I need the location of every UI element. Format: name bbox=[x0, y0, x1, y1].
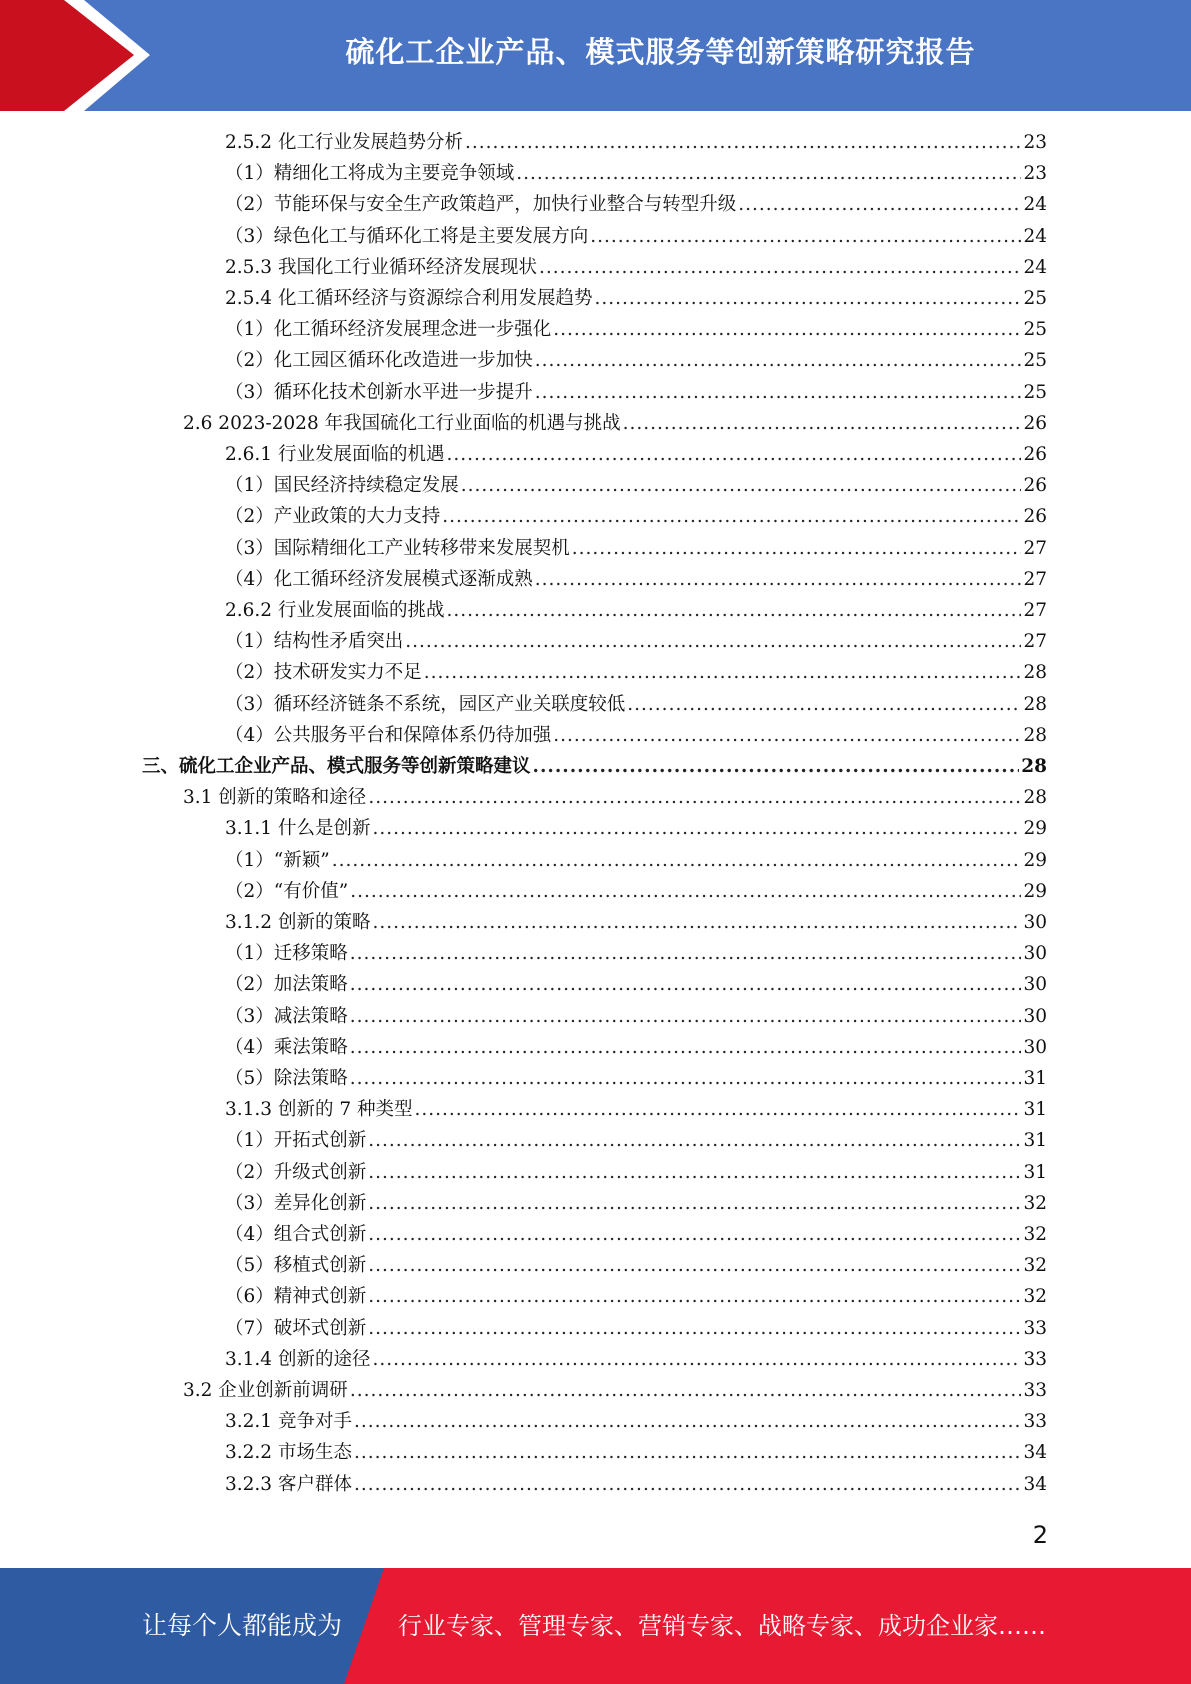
toc-leader-dots bbox=[465, 127, 1021, 158]
toc-leader-dots bbox=[572, 533, 1022, 564]
toc-leader-dots bbox=[553, 314, 1021, 345]
toc-entry-label: （3）绿色化工与循环化工将是主要发展方向 bbox=[225, 226, 589, 247]
toc-entry-page: 27 bbox=[1023, 600, 1047, 621]
toc-entry[interactable] bbox=[183, 782, 1047, 813]
toc-entry-page: 33 bbox=[1023, 1349, 1047, 1370]
toc-leader-dots bbox=[516, 158, 1021, 189]
toc-entry-page: 25 bbox=[1023, 319, 1047, 340]
toc-entry-page: 28 bbox=[1023, 694, 1047, 715]
toc-leader-dots bbox=[368, 1281, 1021, 1312]
toc-entry[interactable] bbox=[225, 439, 1047, 470]
toc-entry-page: 31 bbox=[1023, 1130, 1047, 1151]
toc-entry[interactable] bbox=[225, 1281, 1047, 1312]
toc-entry-page: 26 bbox=[1023, 506, 1047, 527]
footer-slogan-left: 让每个人都能成为 bbox=[142, 1611, 343, 1640]
toc-entry[interactable] bbox=[225, 626, 1047, 657]
toc-leader-dots bbox=[535, 377, 1022, 408]
toc-entry-page: 26 bbox=[1023, 444, 1047, 465]
toc-entry-label: 3.2 企业创新前调研 bbox=[183, 1380, 348, 1401]
toc-entry[interactable] bbox=[225, 314, 1047, 345]
toc-leader-dots bbox=[424, 657, 1022, 688]
page-header bbox=[0, 0, 1191, 111]
toc-leader-dots bbox=[368, 1188, 1021, 1219]
toc-entry-page: 33 bbox=[1023, 1380, 1047, 1401]
toc-entry-label: （2）技术研发实力不足 bbox=[225, 662, 422, 683]
toc-entry[interactable] bbox=[225, 1125, 1047, 1156]
toc-entry[interactable] bbox=[225, 283, 1047, 314]
toc-entry-label: （1）结构性矛盾突出 bbox=[225, 631, 404, 652]
toc-leader-dots bbox=[372, 1344, 1021, 1375]
toc-entry[interactable] bbox=[225, 938, 1047, 969]
footer-slogan-right: 行业专家、管理专家、营销专家、战略专家、成功企业家…… bbox=[398, 1612, 1046, 1640]
toc-entry[interactable] bbox=[225, 1094, 1047, 1125]
toc-entry-label: 2.6.1 行业发展面临的机遇 bbox=[225, 444, 445, 465]
toc-entry-page: 34 bbox=[1023, 1474, 1047, 1495]
toc-leader-dots bbox=[627, 689, 1021, 720]
page-footer bbox=[0, 1568, 1191, 1684]
toc-entry-page: 28 bbox=[1023, 787, 1047, 808]
toc-leader-dots bbox=[553, 720, 1021, 751]
toc-entry-label: （3）差异化创新 bbox=[225, 1193, 367, 1214]
document-title: 硫化工企业产品、模式服务等创新策略研究报告 bbox=[345, 35, 976, 69]
toc-entry-page: 24 bbox=[1023, 257, 1047, 278]
toc-entry-label: （3）循环化技术创新水平进一步提升 bbox=[225, 382, 533, 403]
toc-entry-label: 三、硫化工企业产品、模式服务等创新策略建议 bbox=[142, 756, 531, 777]
toc-entry-page: 27 bbox=[1023, 538, 1047, 559]
toc-entry[interactable] bbox=[225, 1469, 1047, 1500]
toc-entry[interactable] bbox=[225, 470, 1047, 501]
toc-entry-label: （4）乘法策略 bbox=[225, 1037, 348, 1058]
toc-entry[interactable] bbox=[225, 1437, 1047, 1468]
toc-entry-page: 28 bbox=[1023, 725, 1047, 746]
toc-entry[interactable] bbox=[142, 751, 1047, 782]
toc-leader-dots bbox=[594, 283, 1021, 314]
toc-entry[interactable] bbox=[225, 158, 1047, 189]
toc-entry[interactable] bbox=[225, 533, 1047, 564]
toc-entry-label: （2）产业政策的大力支持 bbox=[225, 506, 441, 527]
toc-entry-page: 29 bbox=[1023, 850, 1047, 871]
toc-entry-page: 33 bbox=[1023, 1411, 1047, 1432]
toc-entry-page: 24 bbox=[1023, 226, 1047, 247]
toc-entry-label: （2）“有价值” bbox=[225, 881, 349, 902]
toc-entry[interactable] bbox=[225, 377, 1047, 408]
toc-entry-page: 32 bbox=[1023, 1255, 1047, 1276]
toc-entry[interactable] bbox=[225, 1032, 1047, 1063]
toc-entry[interactable] bbox=[225, 1344, 1047, 1375]
toc-entry[interactable] bbox=[225, 595, 1047, 626]
toc-leader-dots bbox=[368, 782, 1021, 813]
toc-leader-dots bbox=[350, 1063, 1022, 1094]
toc-entry-page: 32 bbox=[1023, 1193, 1047, 1214]
toc-leader-dots bbox=[539, 252, 1021, 283]
toc-leader-dots bbox=[535, 564, 1022, 595]
toc-entry-page: 27 bbox=[1023, 631, 1047, 652]
toc-entry-page: 26 bbox=[1023, 475, 1047, 496]
toc-entry-label: （3）减法策略 bbox=[225, 1006, 348, 1027]
toc-leader-dots bbox=[372, 907, 1021, 938]
page-number: 2 bbox=[1032, 1521, 1048, 1549]
toc-leader-dots bbox=[446, 439, 1021, 470]
toc-leader-dots bbox=[368, 1250, 1021, 1281]
toc-entry[interactable] bbox=[225, 501, 1047, 532]
toc-entry[interactable] bbox=[225, 813, 1047, 844]
toc-entry-label: （6）精神式创新 bbox=[225, 1286, 367, 1307]
toc-entry[interactable] bbox=[225, 1188, 1047, 1219]
toc-entry-page: 27 bbox=[1023, 569, 1047, 590]
toc-entry[interactable] bbox=[225, 345, 1047, 376]
toc-entry[interactable] bbox=[225, 876, 1047, 907]
toc-entry-label: （1）国民经济持续稳定发展 bbox=[225, 475, 459, 496]
toc-leader-dots bbox=[350, 876, 1021, 907]
toc-leader-dots bbox=[368, 1157, 1021, 1188]
toc-entry-page: 30 bbox=[1023, 943, 1047, 964]
toc-entry-page: 34 bbox=[1023, 1442, 1047, 1463]
toc-leader-dots bbox=[350, 969, 1022, 1000]
toc-entry-page: 26 bbox=[1023, 413, 1047, 434]
toc-entry-page: 23 bbox=[1023, 163, 1047, 184]
toc-leader-dots bbox=[368, 1219, 1021, 1250]
toc-leader-dots bbox=[372, 813, 1021, 844]
toc-entry-label: （4）公共服务平台和保障体系仍待加强 bbox=[225, 725, 552, 746]
toc-entry-label: （1）精细化工将成为主要竞争领域 bbox=[225, 163, 515, 184]
toc-leader-dots bbox=[446, 595, 1021, 626]
toc-entry-page: 32 bbox=[1023, 1224, 1047, 1245]
toc-entry[interactable] bbox=[225, 1406, 1047, 1437]
toc-entry-label: （1）化工循环经济发展理念进一步强化 bbox=[225, 319, 552, 340]
header-arrow-decoration bbox=[0, 0, 160, 111]
toc-leader-dots bbox=[535, 345, 1022, 376]
toc-leader-dots bbox=[738, 189, 1021, 220]
toc-entry-page: 31 bbox=[1023, 1099, 1047, 1120]
toc-entry-page: 32 bbox=[1023, 1286, 1047, 1307]
toc-entry-label: （2）节能环保与安全生产政策趋严，加快行业整合与转型升级 bbox=[225, 194, 737, 215]
toc-entry-page: 25 bbox=[1023, 382, 1047, 403]
toc-entry[interactable] bbox=[225, 1250, 1047, 1281]
toc-entry-label: （1）“新颖” bbox=[225, 850, 330, 871]
toc-entry[interactable] bbox=[225, 221, 1047, 252]
toc-entry-label: 2.5.4 化工循环经济与资源综合利用发展趋势 bbox=[225, 288, 593, 309]
toc-entry[interactable] bbox=[225, 907, 1047, 938]
toc-entry-page: 31 bbox=[1023, 1068, 1047, 1089]
toc-entry-label: （4）组合式创新 bbox=[225, 1224, 367, 1245]
toc-entry-page: 30 bbox=[1023, 1006, 1047, 1027]
toc-entry-page: 25 bbox=[1023, 288, 1047, 309]
toc-entry[interactable] bbox=[225, 657, 1047, 688]
toc-entry-label: 3.1.2 创新的策略 bbox=[225, 912, 371, 933]
toc-entry-label: 3.1 创新的策略和途径 bbox=[183, 787, 367, 808]
toc-leader-dots bbox=[350, 938, 1022, 969]
toc-entry-page: 24 bbox=[1023, 194, 1047, 215]
toc-leader-dots bbox=[461, 470, 1022, 501]
toc-entry-page: 28 bbox=[1021, 756, 1047, 777]
toc-entry-page: 29 bbox=[1023, 818, 1047, 839]
toc-entry-label: （3）国际精细化工产业转移带来发展契机 bbox=[225, 538, 570, 559]
toc-leader-dots bbox=[415, 1094, 1022, 1125]
toc-entry-label: （5）除法策略 bbox=[225, 1068, 348, 1089]
toc-entry-label: （1）开拓式创新 bbox=[225, 1130, 367, 1151]
toc-entry-label: 3.2.1 竞争对手 bbox=[225, 1411, 352, 1432]
toc-entry[interactable] bbox=[225, 1063, 1047, 1094]
toc-entry[interactable] bbox=[225, 1313, 1047, 1344]
toc-entry[interactable] bbox=[183, 1375, 1047, 1406]
toc-entry[interactable] bbox=[225, 845, 1047, 876]
toc-entry-page: 30 bbox=[1023, 1037, 1047, 1058]
toc-entry-page: 28 bbox=[1023, 662, 1047, 683]
toc-leader-dots bbox=[332, 845, 1022, 876]
toc-entry-page: 23 bbox=[1023, 132, 1047, 153]
toc-leader-dots bbox=[533, 751, 1020, 782]
toc-entry-label: 3.1.1 什么是创新 bbox=[225, 818, 371, 839]
toc-entry-page: 25 bbox=[1023, 350, 1047, 371]
toc-entry-page: 33 bbox=[1023, 1318, 1047, 1339]
toc-entry[interactable] bbox=[225, 252, 1047, 283]
toc-leader-dots bbox=[590, 221, 1021, 252]
toc-entry-label: 3.1.4 创新的途径 bbox=[225, 1349, 371, 1370]
toc-leader-dots bbox=[354, 1437, 1022, 1468]
toc-entry[interactable] bbox=[225, 969, 1047, 1000]
toc-entry-label: （2）化工园区循环化改造进一步加快 bbox=[225, 350, 533, 371]
toc-entry[interactable] bbox=[225, 689, 1047, 720]
toc-leader-dots bbox=[350, 1375, 1022, 1406]
toc-entry-label: （1）迁移策略 bbox=[225, 943, 348, 964]
toc-leader-dots bbox=[623, 408, 1022, 439]
toc-leader-dots bbox=[368, 1125, 1021, 1156]
toc-entry-page: 30 bbox=[1023, 912, 1047, 933]
toc-entry[interactable] bbox=[225, 1001, 1047, 1032]
toc-entry-label: （2）升级式创新 bbox=[225, 1162, 367, 1183]
toc-entry[interactable] bbox=[225, 564, 1047, 595]
toc-entry[interactable] bbox=[183, 408, 1047, 439]
toc-entry-page: 29 bbox=[1023, 881, 1047, 902]
toc-entry-label: 2.5.2 化工行业发展趋势分析 bbox=[225, 132, 463, 153]
toc-entry-label: 3.2.3 客户群体 bbox=[225, 1474, 352, 1495]
toc-entry[interactable] bbox=[225, 1219, 1047, 1250]
toc-leader-dots bbox=[442, 501, 1021, 532]
toc-entry-label: （7）破坏式创新 bbox=[225, 1318, 367, 1339]
toc-leader-dots bbox=[354, 1406, 1022, 1437]
toc-entry-label: 2.6 2023-2028 年我国硫化工行业面临的机遇与挑战 bbox=[183, 413, 621, 434]
toc-leader-dots bbox=[405, 626, 1021, 657]
toc-entry-label: （2）加法策略 bbox=[225, 974, 348, 995]
toc-leader-dots bbox=[350, 1001, 1022, 1032]
toc-entry-page: 30 bbox=[1023, 974, 1047, 995]
toc-entry-label: 3.1.3 创新的 7 种类型 bbox=[225, 1099, 413, 1120]
toc-entry-page: 31 bbox=[1023, 1162, 1047, 1183]
toc-entry[interactable] bbox=[225, 1157, 1047, 1188]
toc-entry[interactable] bbox=[225, 189, 1047, 220]
toc-entry-label: （3）循环经济链条不系统，园区产业关联度较低 bbox=[225, 694, 626, 715]
toc-leader-dots bbox=[368, 1313, 1021, 1344]
toc-leader-dots bbox=[354, 1469, 1022, 1500]
toc-entry[interactable] bbox=[225, 127, 1047, 158]
toc-entry[interactable] bbox=[225, 720, 1047, 751]
toc-entry-label: （5）移植式创新 bbox=[225, 1255, 367, 1276]
toc-entry-label: 3.2.2 市场生态 bbox=[225, 1442, 352, 1463]
toc-entry-label: （4）化工循环经济发展模式逐渐成熟 bbox=[225, 569, 533, 590]
toc-leader-dots bbox=[350, 1032, 1022, 1063]
toc-entry-label: 2.5.3 我国化工行业循环经济发展现状 bbox=[225, 257, 537, 278]
toc-entry-label: 2.6.2 行业发展面临的挑战 bbox=[225, 600, 445, 621]
